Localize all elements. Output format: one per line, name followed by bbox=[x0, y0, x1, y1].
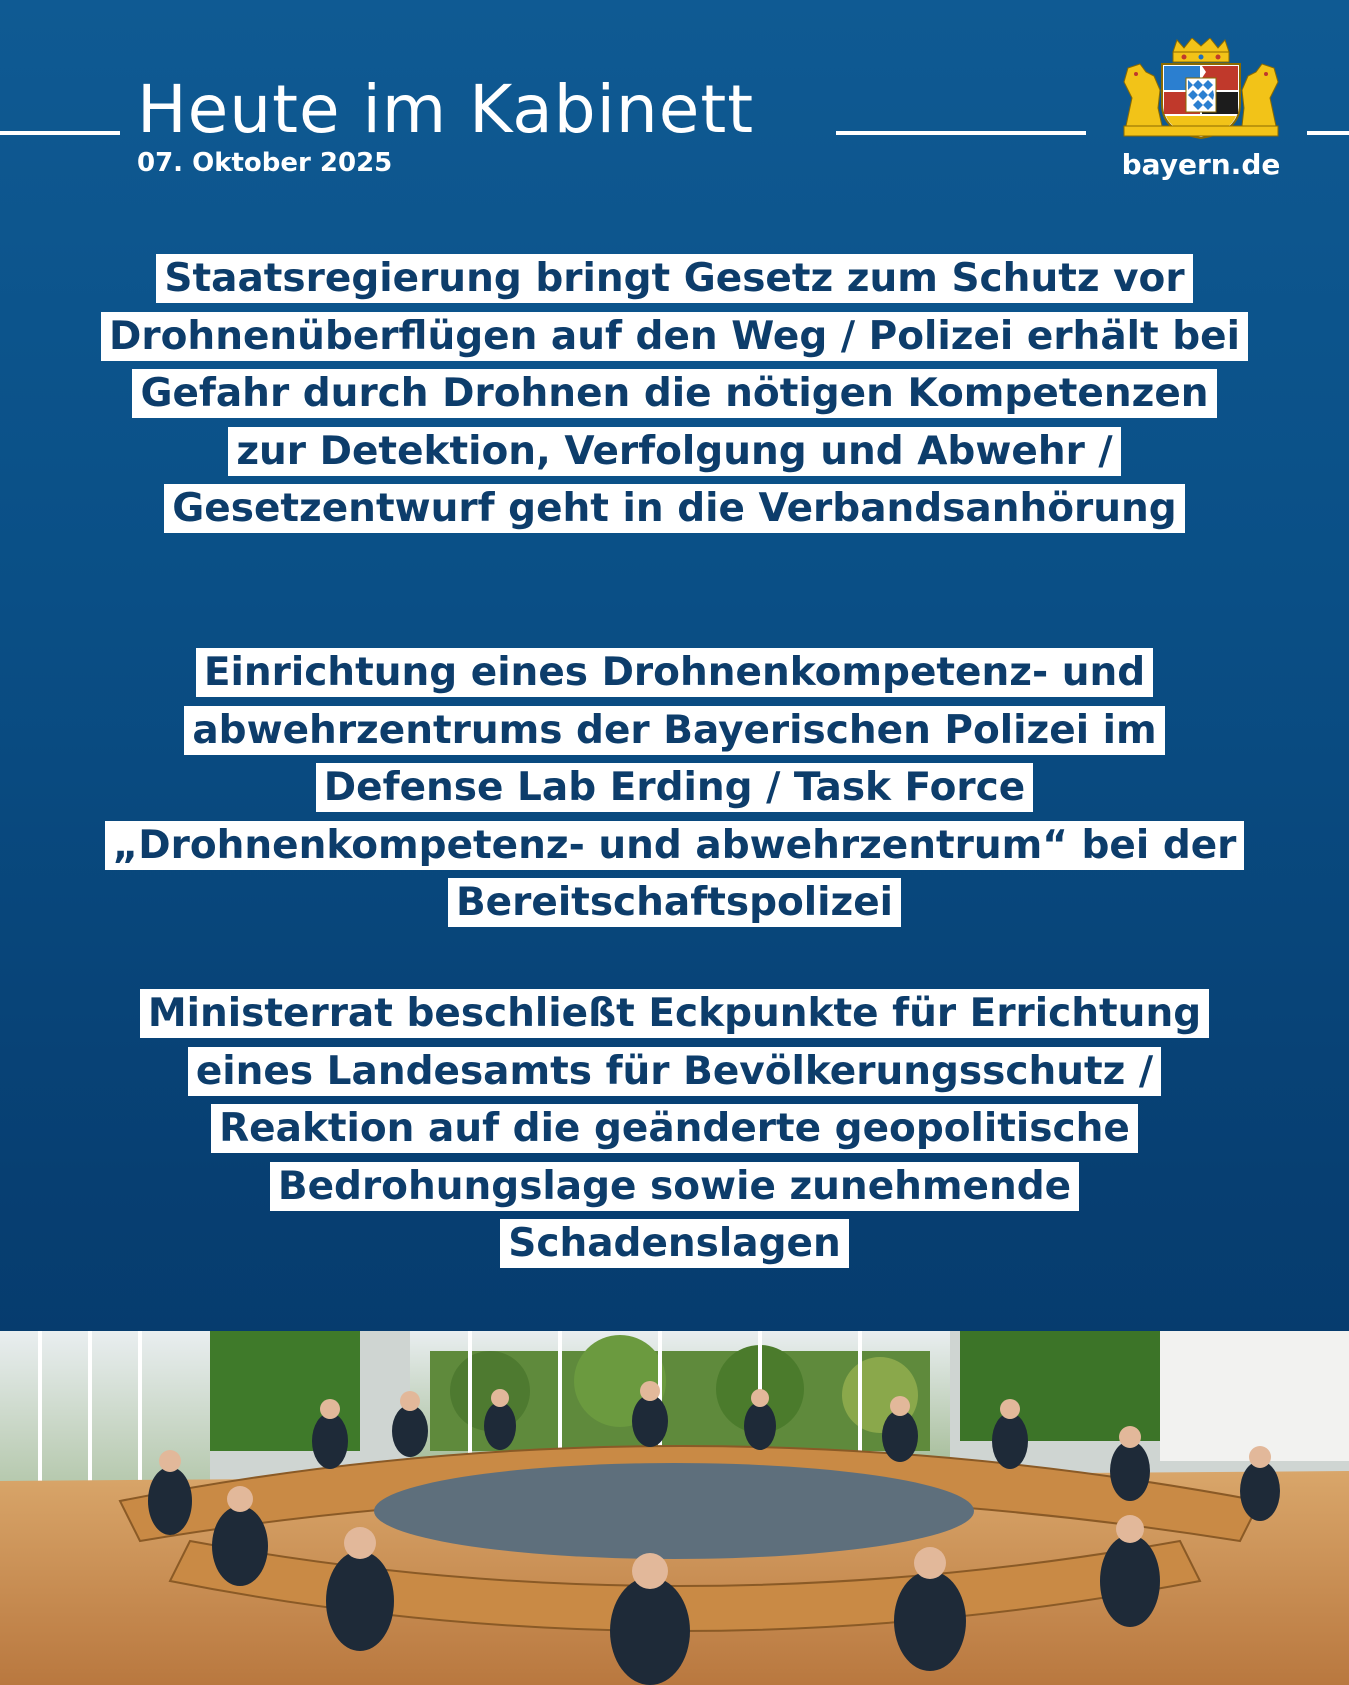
cabinet-meeting-photo bbox=[0, 1331, 1349, 1685]
headline-1 bbox=[100, 250, 1249, 538]
site-link[interactable]: bayern.de bbox=[1121, 148, 1281, 181]
page-title: Heute im Kabinett bbox=[137, 71, 755, 148]
headline-1-text: Staatsregierung bringt Gesetz zum Schutz vor Drohnenüberflügen auf den Weg / Polizei erhält bei Gefahr durch Drohnen die nötigen Kompetenzen zur Detektion, Verfolgung und Abwehr / Gesetzentwurf geht in die Verbandsanhörung bbox=[101, 254, 1248, 533]
headline-3 bbox=[100, 985, 1249, 1273]
header-rule-right bbox=[1307, 131, 1349, 135]
headline-3-text: Ministerrat beschließt Eckpunkte für Errichtung eines Landesamts für Bevölkerungsschutz / Reaktion auf die geänderte geopolitische Bedrohungslage sowie zunehmende Schadenslagen bbox=[140, 989, 1209, 1268]
date-label: 07. Oktober 2025 bbox=[137, 148, 393, 178]
headline-2 bbox=[100, 644, 1249, 932]
header-rule-left bbox=[0, 131, 120, 135]
bavarian-coat-of-arms-icon bbox=[1118, 38, 1284, 140]
header-rule-middle bbox=[836, 131, 1086, 135]
headline-2-text: Einrichtung eines Drohnenkompetenz- und abwehrzentrums der Bayerischen Polizei im Defense Lab Erding / Task Force „Drohnenkompetenz- und abwehrzentrum“ bei der Bereitschaftspolizei bbox=[105, 648, 1245, 927]
